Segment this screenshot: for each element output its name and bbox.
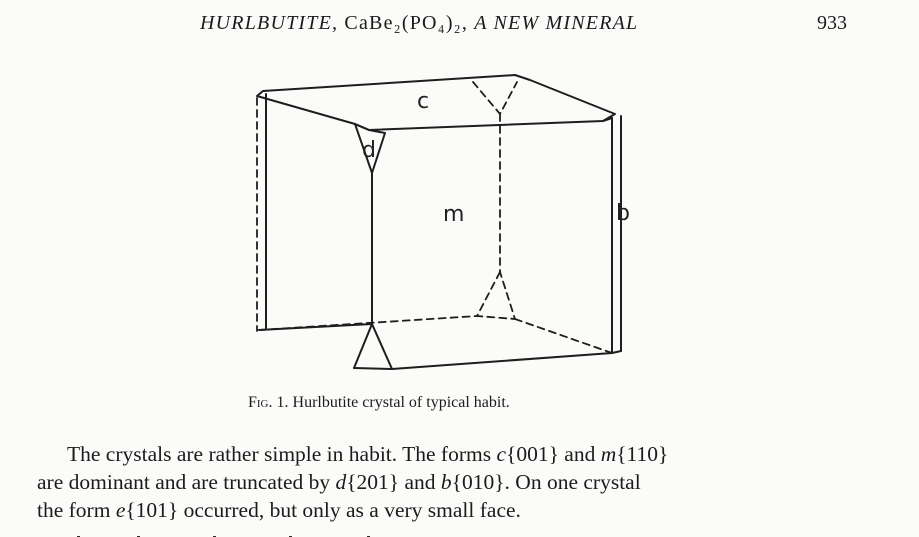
caption-text: Hurlbutite crystal of typical habit. [292, 394, 510, 411]
body-text-span: {101} occurred, but only as a very small face. [125, 498, 521, 522]
body-text-span: {201} and [346, 470, 441, 494]
crystal-figure [245, 66, 635, 376]
form-symbol-c: c [496, 442, 507, 466]
body-line-3 [37, 496, 867, 524]
body-line-1 [37, 440, 867, 468]
label-d: d [362, 138, 376, 163]
bottom-left-facet [354, 324, 372, 368]
label-b: b [616, 201, 630, 226]
figure-caption [248, 394, 510, 412]
form-symbol-m: m [600, 442, 617, 466]
bottom-front-edge [259, 324, 621, 369]
caption-fig-abbrev: Fig. [248, 394, 273, 411]
top-face-c-outline [257, 75, 615, 130]
body-text-span: {001} and [506, 442, 601, 466]
body-text-span: {110} [616, 442, 669, 466]
bottom-left-edge [354, 368, 392, 369]
label-c: c [417, 89, 430, 114]
caption-fig-number: 1. [276, 394, 289, 411]
form-symbol-e: e [115, 498, 126, 522]
hidden-top-facet [473, 82, 517, 114]
body-paragraph [37, 440, 867, 524]
body-text-span: are dominant and are truncated by [37, 470, 336, 494]
body-line-2 [37, 468, 867, 496]
title-mineral-name: HURLBUTITE, [200, 12, 339, 34]
form-symbol-d: d [335, 470, 347, 494]
label-m: m [443, 202, 465, 227]
cutoff-next-line [37, 529, 407, 537]
form-symbol-b: b [440, 470, 452, 494]
running-title [200, 12, 638, 35]
body-text-span: {010}. On one crystal [451, 470, 641, 494]
page-number: 933 [817, 12, 847, 34]
right-top-join [603, 118, 612, 121]
title-formula: CaBe₂(PO₄)₂, [344, 12, 469, 34]
hidden-bottom-facet [477, 272, 515, 319]
body-text-span: the form [37, 498, 116, 522]
title-rest: A NEW MINERAL [474, 12, 639, 34]
running-header [0, 12, 919, 42]
hidden-bottom-back-right [515, 319, 612, 353]
body-text-span: The crystals are rather simple in habit. The forms [67, 442, 497, 466]
